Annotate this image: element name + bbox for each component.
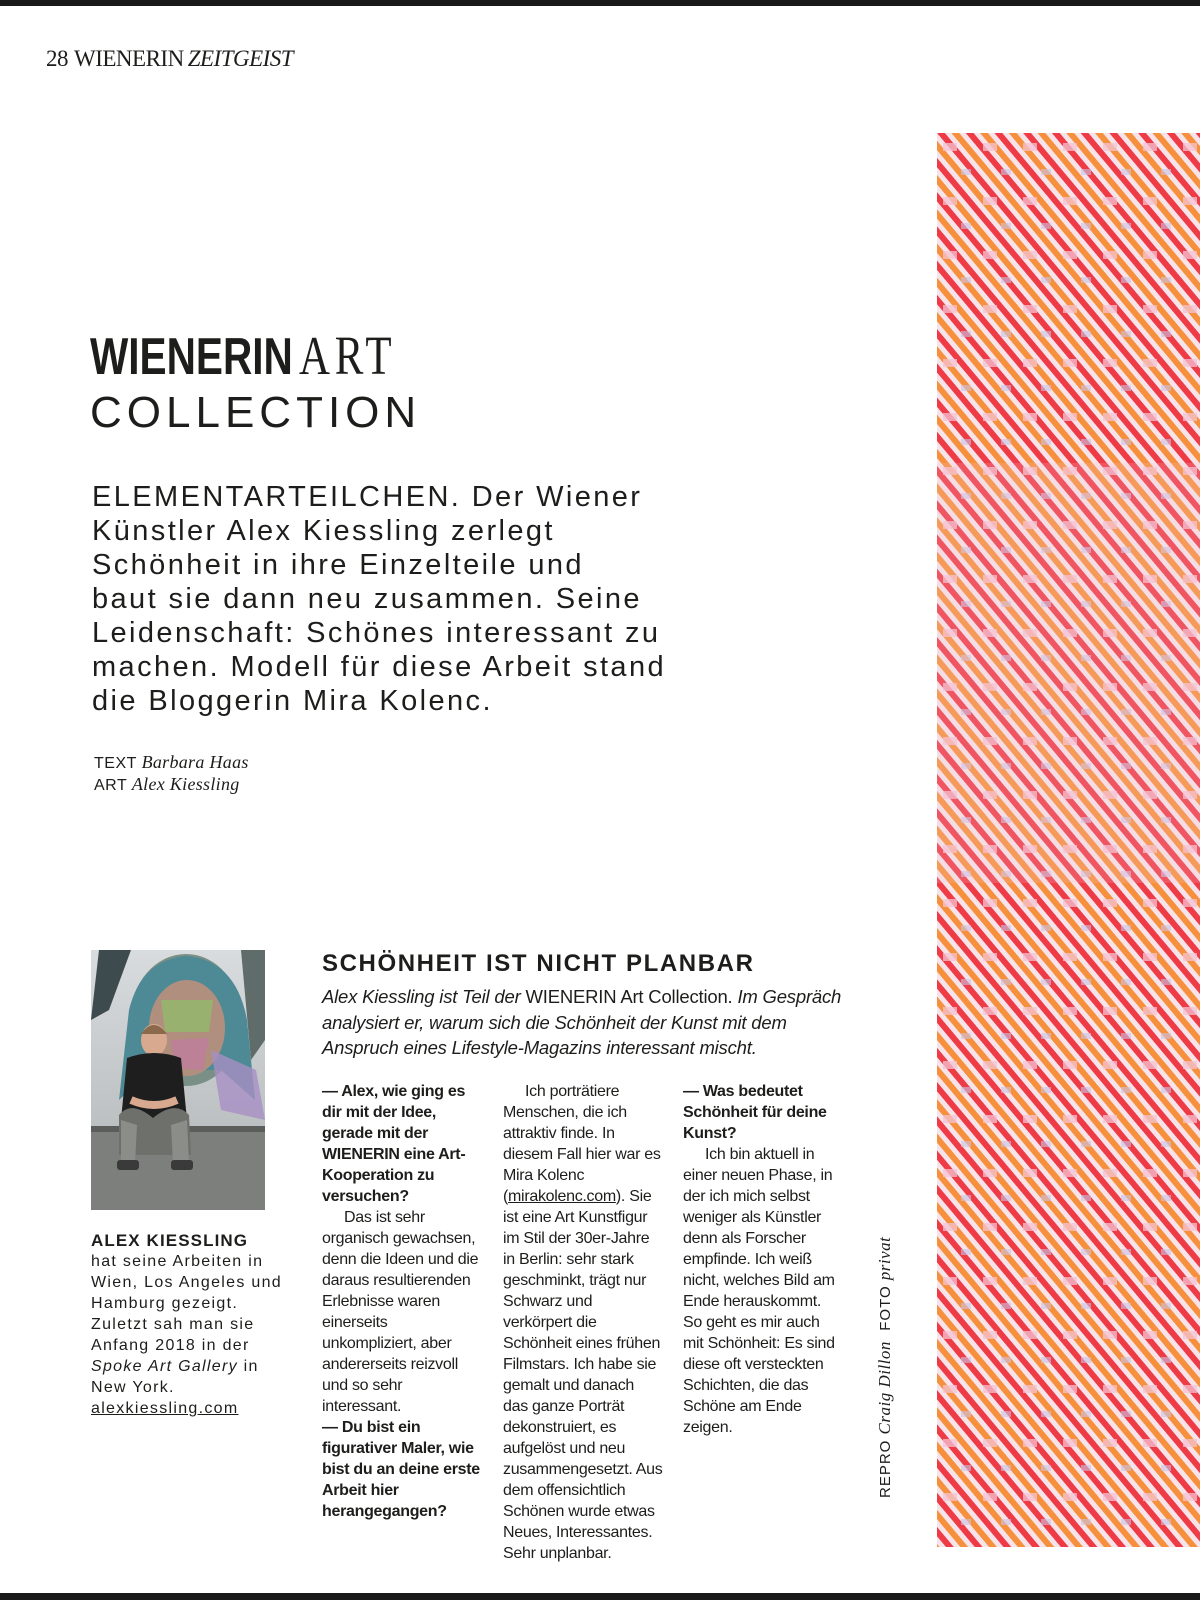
logo-collection: COLLECTION: [90, 388, 422, 437]
answer: Das ist sehr organisch gewachsen, denn die Ideen und die daraus resultierenden Erlebnisse waren einerseits unkompliziert, aber andererseits reizvoll und so sehr interessant.: [322, 1209, 479, 1415]
page-folio: [46, 46, 293, 72]
answer: [503, 1081, 663, 1564]
answer-text: Ich porträtiere Menschen, die ich attraktiv finde. In diesem Fall hier war es Mira Kolenc (: [503, 1083, 661, 1205]
top-rule: [0, 0, 1200, 6]
repro-label: REPRO: [877, 1439, 894, 1498]
bottom-rule: [0, 1593, 1200, 1600]
question: — Alex, wie ging es dir mit der Idee, gerade mit der WIENERIN eine Art-Kooperation zu versuchen?: [322, 1083, 466, 1205]
article-column-3: [683, 1081, 843, 1438]
artist-website-link[interactable]: alexkiessling.com: [91, 1400, 239, 1417]
foto-name: privat: [875, 1236, 894, 1281]
question: — Du bist ein figurativer Maler, wie bist du an deine erste Arbeit hier herangegangen?: [322, 1419, 480, 1520]
lead-paragraph: [92, 480, 732, 718]
lead-line: die Bloggerin Mira Kolenc.: [92, 685, 493, 717]
article-header: [322, 950, 852, 1061]
page-number: 28: [46, 46, 68, 71]
artwork-stripes-image: [937, 133, 1200, 1547]
text-author: Barbara Haas: [141, 752, 249, 772]
art-label: ART: [94, 777, 127, 794]
logo-art: ART: [299, 325, 397, 386]
bio-text: hat seine Arbeiten in Wien, Los Angeles und Hamburg gezeigt. Zuletzt sah man sie Anfang 2018 in der: [91, 1253, 282, 1354]
article-headline: SCHÖNHEIT IST NICHT PLANBAR: [322, 950, 755, 977]
subhead-brand: WIENERIN Art Collection.: [525, 986, 733, 1007]
lead-line: Künstler Alex Kiessling zerlegt: [92, 515, 555, 547]
answer-text: ). Sie ist eine Art Kunstfigur im Stil der 30er-Jahre in Berlin: sehr stark geschminkt, trägt nur Schwarz und verkörpert die Schönheit eines frühen Filmstars. Ich habe sie gemalt und danach das ganze Porträt dekonstruiert, es aufgelöst und neu zusammengesetzt. Aus dem offensichtlich Schönen wurde etwas Neues, Interessantes. Sehr unplanbar.: [503, 1188, 663, 1562]
lead-line: Leidenschaft: Schönes interessant zu: [92, 617, 661, 649]
bio-text-end: in New York.: [91, 1358, 259, 1396]
lead-line: baut sie dann neu zusammen. Seine: [92, 583, 642, 615]
byline: [94, 752, 249, 796]
repro-name: Craig Dillon: [875, 1341, 894, 1435]
subhead-part: Im Gespräch analysiert er, warum sich die Schönheit der Kunst mit dem Anspruch eines Lifestyle-Magazins interessant mischt.: [322, 986, 842, 1058]
article-column-2: [503, 1081, 663, 1564]
artwork-stripes: [937, 133, 1200, 1547]
lead-line: ELEMENTARTEILCHEN. Der Wiener: [92, 481, 643, 513]
question: — Was bedeutet Schönheit für deine Kunst?: [683, 1083, 827, 1142]
foto-label: FOTO: [877, 1285, 894, 1331]
text-label: TEXT: [94, 755, 137, 772]
subhead-part: Alex Kiessling ist Teil der: [322, 986, 521, 1007]
photo-credit: [875, 1237, 895, 1498]
section-name: ZEITGEIST: [187, 46, 294, 71]
lead-line: Schönheit in ihre Einzelteile und: [92, 549, 584, 581]
art-collection-logo: [90, 325, 483, 437]
logo-brand: WIENERIN: [90, 328, 293, 386]
bio-gallery: Spoke Art Gallery: [91, 1358, 238, 1375]
art-author: Alex Kiessling: [131, 774, 240, 794]
artist-photo: [91, 950, 265, 1210]
artist-bio: [91, 1230, 286, 1419]
artist-name: ALEX KIESSLING: [91, 1231, 249, 1250]
answer: Ich bin aktuell in einer neuen Phase, in der ich mich selbst weniger als Künstler denn als Forscher empfinde. Ich weiß nicht, welches Bild am Ende herauskommt. So geht es mir auch mit Schönheit: Es sind diese oft versteckten Schichten, die das Schöne am Ende zeigen.: [683, 1146, 835, 1436]
article-subhead: [322, 984, 852, 1061]
article-column-1: [322, 1081, 482, 1522]
lead-line: machen. Modell für diese Arbeit stand: [92, 651, 667, 683]
magazine-name: WIENERIN: [74, 46, 184, 71]
mira-kolenc-link[interactable]: mirakolenc.com: [508, 1188, 616, 1205]
artist-photo-illustration: [91, 950, 265, 1210]
